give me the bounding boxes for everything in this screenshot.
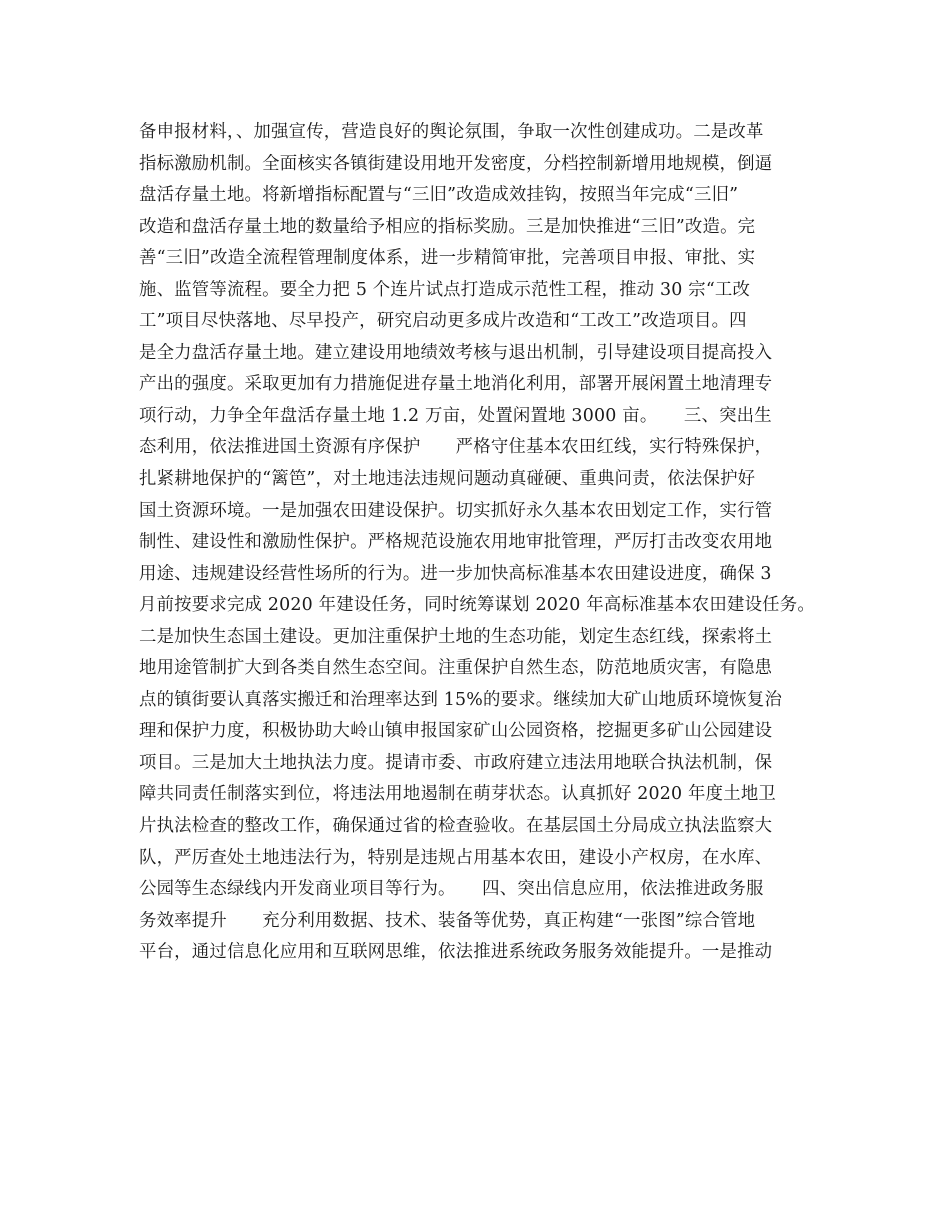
text-line: 理和保护力度，积极协助大岭山镇申报国家矿山公园资格，挖掘更多矿山公园建设: [139, 721, 773, 742]
text-line: 国土资源环境。一是加强农田建设保护。切实抓好永久基本农田划定工作，实行管: [139, 500, 773, 521]
body-text: [139, 117, 829, 969]
text-line: 队，严厉查处土地违法行为，特别是违规占用基本农田，建设小产权房，在水库、: [139, 847, 773, 868]
text-line: 障共同责任制落实到位，将违法用地遏制在萌芽状态。认真抓好 2020 年度土地卫: [139, 784, 777, 805]
text-line: 工”项目尽快落地、尽早投产，研究启动更多成片改造和“工改工”改造项目。四: [139, 311, 747, 332]
text-line: 指标激励机制。全面核实各镇街建设用地开发密度，分档控制新增用地规模，倒逼: [139, 153, 773, 174]
text-line: 公园等生态绿线内开发商业项目等行为。 四、突出信息应用，依法推进政务服: [139, 879, 764, 900]
text-line: 是全力盘活存量土地。建立建设用地绩效考核与退出机制，引导建设项目提高投入: [139, 342, 773, 363]
text-line: 盘活存量土地。将新增指标配置与“三旧”改造成效挂钩，按照当年完成“三旧”: [139, 185, 739, 206]
text-line: 善“三旧”改造全流程管理制度体系，进一步精简审批，完善项目申报、审批、实: [139, 248, 756, 269]
text-line: 产出的强度。采取更加有力措施促进存量土地消化利用，部署开展闲置土地清理专: [139, 374, 773, 395]
text-line: 项目。三是加大土地执法力度。提请市委、市政府建立违法用地联合执法机制，保: [139, 752, 773, 773]
text-line: 片执法检查的整改工作，确保通过省的检查验收。在基层国土分局成立执法监察大: [139, 816, 773, 837]
text-line: 二是加快生态国土建设。更加注重保护土地的生态功能，划定生态红线，探索将土: [139, 626, 773, 647]
text-line: 用途、违规建设经营性场所的行为。进一步加快高标准基本农田建设进度，确保 3: [139, 563, 772, 584]
text-line: 改造和盘活存量土地的数量给予相应的指标奖励。三是加快推进“三旧”改造。完: [139, 216, 756, 237]
text-line: 点的镇街要认真落实搬迁和治理率达到 15%的要求。继续加大矿山地质环境恢复治: [139, 689, 783, 710]
text-line: 地用途管制扩大到各类自然生态空间。注重保护自然生态，防范地质灾害，有隐患: [139, 658, 773, 679]
text-line: 务效率提升 充分利用数据、技术、装备等优势，真正构建“一张图”综合管地: [139, 910, 756, 931]
text-line: 平台，通过信息化应用和互联网思维，依法推进系统政务服务效能提升。一是推动: [139, 942, 773, 963]
text-line: 月前按要求完成 2020 年建设任务，同时统筹谋划 2020 年高标准基本农田建设任务。: [139, 595, 815, 616]
text-line: 备申报材料，、加强宣传，营造良好的舆论氛围，争取一次性创建成功。二是改革: [139, 122, 764, 142]
text-line: 制性、建设性和激励性保护。严格规范设施农用地审批管理，严厉打击改变农用地: [139, 532, 773, 553]
text-line: 扎紧耕地保护的“篱笆”，对土地违法违规问题动真碰硬、重典问责，依法保护好: [139, 469, 756, 490]
text-line: 项行动，力争全年盘活存量土地 1.2 万亩，处置闲置地 3000 亩。 三、突出生: [139, 405, 772, 426]
text-line: 施、监管等流程。要全力把 5 个连片试点打造成示范性工程，推动 30 宗“工改: [139, 279, 751, 300]
text-line: 态利用，依法推进国土资源有序保护 严格守住基本农田红线，实行特殊保护，: [139, 437, 773, 458]
